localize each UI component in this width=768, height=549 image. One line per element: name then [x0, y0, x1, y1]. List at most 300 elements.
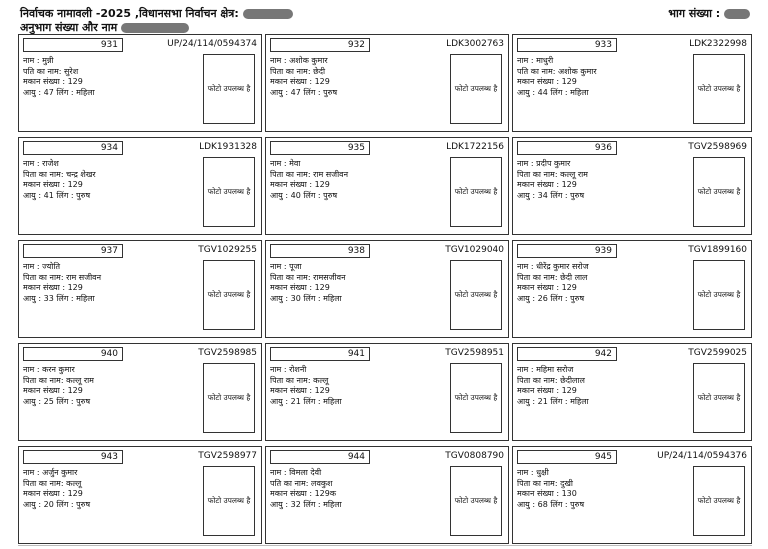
gender-label: लिंग : — [547, 396, 571, 406]
name-label: नाम : — [270, 262, 290, 271]
gender-label: लिंग : — [300, 190, 324, 200]
age-label: आयु : — [270, 396, 291, 406]
name-label: नाम : — [23, 159, 43, 168]
relation-label: पिता का नाम: — [270, 169, 314, 179]
voter-gender: पुरुष — [76, 190, 91, 200]
redacted-part-number — [724, 9, 750, 19]
photo-available-text: फोटो उपलब्ध है — [454, 496, 498, 505]
voter-gender: पुरुष — [323, 190, 338, 200]
section-title-text: अनुभाग संख्या और नाम — [20, 21, 121, 34]
voter-details — [23, 56, 95, 98]
gender-label: लिंग : — [53, 87, 77, 97]
relation-name: कल्लू — [313, 375, 329, 385]
voter-age: 47 — [290, 87, 301, 97]
relation-name: अशोक कुमार — [558, 66, 597, 76]
serial-number: 940 — [23, 347, 123, 361]
serial-number: 932 — [270, 38, 370, 52]
house-label: मकान संख्या : — [270, 386, 315, 395]
name-label: नाम : — [517, 159, 537, 168]
voter-age: 68 — [537, 499, 548, 509]
epic-number: LDK3002763 — [446, 39, 504, 49]
photo-placeholder — [203, 54, 255, 124]
house-row — [517, 180, 588, 191]
name-row — [270, 56, 337, 67]
gender-label: लिंग : — [53, 293, 77, 303]
voter-card — [18, 343, 262, 441]
house-row — [270, 77, 337, 88]
relation-row — [270, 273, 346, 284]
gender-label: लिंग : — [547, 190, 571, 200]
serial-number: 942 — [517, 347, 617, 361]
photo-placeholder — [203, 157, 255, 227]
relation-label: पिता का नाम: — [517, 169, 561, 179]
epic-number: TGV2598985 — [198, 348, 257, 358]
epic-number: TGV2598969 — [688, 142, 747, 152]
relation-name: छेदी — [313, 66, 326, 76]
gender-label: लिंग : — [547, 499, 571, 509]
relation-row — [23, 170, 96, 181]
photo-available-text: फोटो उपलब्ध है — [697, 84, 741, 93]
epic-number: TGV1029255 — [198, 245, 257, 255]
serial-number: 939 — [517, 244, 617, 258]
name-row — [270, 159, 348, 170]
redacted-section-name — [121, 23, 189, 33]
age-gender-row — [23, 88, 95, 99]
name-label: नाम : — [23, 468, 43, 477]
age-label: आयु : — [23, 87, 44, 97]
voter-card — [265, 240, 509, 338]
house-label: मकान संख्या : — [270, 77, 315, 86]
voter-details — [23, 468, 90, 510]
relation-label: पिता का नाम: — [23, 169, 67, 179]
age-label: आयु : — [517, 190, 538, 200]
age-gender-row — [23, 397, 94, 408]
house-row — [23, 489, 90, 500]
photo-available-text: फोटो उपलब्ध है — [207, 84, 251, 93]
house-row — [23, 283, 101, 294]
epic-number: TGV2599025 — [688, 348, 747, 358]
voter-name: धीरेंद्र कुमार सरोज — [536, 262, 589, 271]
name-row — [517, 365, 589, 376]
photo-placeholder — [693, 54, 745, 124]
voter-gender: महिला — [570, 396, 589, 406]
voter-age: 32 — [290, 499, 301, 509]
relation-name: राम सजीवन — [313, 169, 349, 179]
house-row — [270, 489, 342, 500]
voter-name: विमला देवी — [289, 468, 322, 477]
house-label: मकान संख्या : — [517, 180, 562, 189]
voter-name: मुन्नी — [42, 56, 54, 65]
house-number: 129 — [314, 283, 330, 292]
house-number: 129 — [67, 283, 83, 292]
photo-placeholder — [693, 466, 745, 536]
epic-number: TGV1029040 — [445, 245, 504, 255]
voter-age: 21 — [537, 396, 548, 406]
part-number-label: भाग संख्या : — [668, 7, 724, 20]
relation-row — [23, 376, 94, 387]
voter-details — [517, 468, 584, 510]
name-label: नाम : — [517, 468, 537, 477]
house-label: मकान संख्या : — [517, 386, 562, 395]
gender-label: लिंग : — [300, 499, 324, 509]
voter-details — [517, 365, 589, 407]
voter-gender: पुरुष — [323, 87, 338, 97]
serial-number: 931 — [23, 38, 123, 52]
epic-number: TGV2598977 — [198, 451, 257, 461]
age-gender-row — [270, 191, 348, 202]
relation-name: कल्लू — [66, 478, 82, 488]
age-gender-row — [517, 294, 589, 305]
voter-card — [512, 137, 752, 235]
roll-title-text: निर्वाचक नामावली -2025 ,विधानसभा निर्वाचन क्षेत्र: — [20, 7, 243, 20]
section-title — [20, 20, 189, 35]
house-row — [517, 386, 589, 397]
voter-gender: महिला — [570, 87, 589, 97]
voter-age: 20 — [43, 499, 54, 509]
house-row — [517, 489, 584, 500]
relation-row — [23, 67, 95, 78]
house-row — [270, 283, 346, 294]
epic-number: LDK1722156 — [446, 142, 504, 152]
relation-label: पिता का नाम: — [270, 272, 314, 282]
name-row — [270, 262, 346, 273]
age-gender-row — [270, 294, 346, 305]
relation-name: रामसजीवन — [313, 272, 346, 282]
house-label: मकान संख्या : — [23, 386, 68, 395]
gender-label: लिंग : — [53, 190, 77, 200]
house-row — [23, 77, 95, 88]
photo-placeholder — [450, 54, 502, 124]
house-number: 129 — [561, 283, 577, 292]
serial-number: 934 — [23, 141, 123, 155]
voter-details — [270, 468, 342, 510]
house-label: मकान संख्या : — [23, 180, 68, 189]
photo-placeholder — [450, 466, 502, 536]
gender-label: लिंग : — [300, 87, 324, 97]
photo-available-text: फोटो उपलब्ध है — [207, 393, 251, 402]
photo-placeholder — [693, 157, 745, 227]
voter-gender: पुरुष — [570, 499, 585, 509]
age-gender-row — [517, 88, 597, 99]
voter-details — [23, 262, 101, 304]
roll-title — [20, 6, 293, 21]
age-label: आयु : — [270, 293, 291, 303]
name-row — [23, 365, 94, 376]
age-label: आयु : — [23, 499, 44, 509]
relation-name: लवकुश — [311, 478, 333, 488]
age-gender-row — [270, 397, 342, 408]
epic-number: TGV1899160 — [688, 245, 747, 255]
age-label: आयु : — [270, 190, 291, 200]
house-label: मकान संख्या : — [23, 283, 68, 292]
age-label: आयु : — [517, 396, 538, 406]
voter-gender: पुरुष — [570, 293, 585, 303]
relation-row — [517, 479, 584, 490]
voter-card — [265, 137, 509, 235]
voter-card — [18, 446, 262, 544]
voter-age: 40 — [290, 190, 301, 200]
photo-available-text: फोटो उपलब्ध है — [697, 187, 741, 196]
relation-row — [270, 479, 342, 490]
voter-card — [265, 34, 509, 132]
voter-name: ज्योति — [42, 262, 60, 271]
voter-details — [23, 365, 94, 407]
photo-available-text: फोटो उपलब्ध है — [207, 496, 251, 505]
epic-number: TGV2598951 — [445, 348, 504, 358]
age-label: आयु : — [23, 293, 44, 303]
house-number: 129 — [67, 77, 83, 86]
name-row — [23, 262, 101, 273]
relation-row — [517, 67, 597, 78]
voter-age: 33 — [43, 293, 54, 303]
relation-row — [517, 170, 588, 181]
voter-name: रोशनी — [289, 365, 307, 374]
age-gender-row — [270, 88, 337, 99]
name-label: नाम : — [270, 365, 290, 374]
house-row — [517, 283, 589, 294]
house-label: मकान संख्या : — [517, 283, 562, 292]
house-number: 129 — [67, 489, 83, 498]
age-gender-row — [517, 500, 584, 511]
voter-age: 47 — [43, 87, 54, 97]
voter-age: 41 — [43, 190, 54, 200]
house-number: 129 — [314, 180, 330, 189]
relation-name: छेदीलाल — [560, 375, 585, 385]
relation-name: कल्लू राम — [560, 169, 588, 179]
voter-name: पूजा — [289, 262, 302, 271]
gender-label: लिंग : — [547, 293, 571, 303]
voter-gender: पुरुष — [76, 499, 91, 509]
photo-available-text: फोटो उपलब्ध है — [207, 290, 251, 299]
voter-card — [18, 34, 262, 132]
voter-details — [270, 159, 348, 201]
name-label: नाम : — [270, 468, 290, 477]
voter-name: राजेश — [42, 159, 59, 168]
voter-age: 26 — [537, 293, 548, 303]
house-number: 129क — [314, 489, 336, 498]
name-row — [517, 262, 589, 273]
age-gender-row — [23, 500, 90, 511]
gender-label: लिंग : — [547, 87, 571, 97]
photo-available-text: फोटो उपलब्ध है — [207, 187, 251, 196]
house-row — [270, 386, 342, 397]
gender-label: लिंग : — [300, 396, 324, 406]
age-label: आयु : — [517, 499, 538, 509]
relation-label: पिता का नाम: — [270, 375, 314, 385]
name-label: नाम : — [517, 56, 537, 65]
photo-placeholder — [693, 363, 745, 433]
voter-age: 30 — [290, 293, 301, 303]
photo-placeholder — [450, 157, 502, 227]
voter-details — [270, 262, 346, 304]
relation-name: चन्द्र शेखर — [66, 169, 96, 179]
photo-available-text: फोटो उपलब्ध है — [697, 496, 741, 505]
house-row — [270, 180, 348, 191]
name-row — [517, 56, 597, 67]
voter-card — [512, 446, 752, 544]
relation-label: पति का नाम: — [517, 66, 559, 76]
photo-available-text: फोटो उपलब्ध है — [697, 290, 741, 299]
house-label: मकान संख्या : — [270, 489, 315, 498]
voter-gender: महिला — [76, 87, 95, 97]
name-label: नाम : — [270, 56, 290, 65]
serial-number: 935 — [270, 141, 370, 155]
serial-number: 936 — [517, 141, 617, 155]
house-label: मकान संख्या : — [270, 180, 315, 189]
voter-name: धुक्षी — [536, 468, 549, 477]
house-number: 130 — [561, 489, 577, 498]
voter-name: अर्जुन कुमार — [42, 468, 78, 477]
voter-name: प्रदीप कुमार — [536, 159, 571, 168]
voter-card — [265, 343, 509, 441]
house-label: मकान संख्या : — [517, 77, 562, 86]
name-row — [270, 468, 342, 479]
age-label: आयु : — [517, 293, 538, 303]
voter-gender: महिला — [76, 293, 95, 303]
relation-name: सुरेश — [64, 66, 79, 76]
serial-number: 937 — [23, 244, 123, 258]
voter-gender: पुरुष — [570, 190, 585, 200]
name-label: नाम : — [517, 262, 537, 271]
voter-details — [270, 365, 342, 407]
house-label: मकान संख्या : — [517, 489, 562, 498]
name-label: नाम : — [517, 365, 537, 374]
photo-placeholder — [203, 260, 255, 330]
house-number: 129 — [561, 77, 577, 86]
epic-number: UP/24/114/0594374 — [167, 39, 257, 49]
photo-available-text: फोटो उपलब्ध है — [454, 290, 498, 299]
house-row — [517, 77, 597, 88]
house-row — [23, 180, 96, 191]
relation-label: पिता का नाम: — [23, 375, 67, 385]
name-row — [517, 159, 588, 170]
voter-card — [512, 240, 752, 338]
photo-available-text: फोटो उपलब्ध है — [697, 393, 741, 402]
relation-name: छेदी लाल — [560, 272, 588, 282]
voter-details — [517, 159, 588, 201]
voter-name: करन कुमार — [42, 365, 75, 374]
house-number: 129 — [561, 180, 577, 189]
relation-row — [270, 376, 342, 387]
relation-row — [23, 273, 101, 284]
photo-placeholder — [450, 363, 502, 433]
house-label: मकान संख्या : — [23, 489, 68, 498]
name-row — [270, 365, 342, 376]
name-row — [23, 159, 96, 170]
epic-number: UP/24/114/0594376 — [657, 451, 747, 461]
photo-placeholder — [203, 363, 255, 433]
relation-row — [270, 170, 348, 181]
voter-details — [517, 56, 597, 98]
name-label: नाम : — [23, 56, 43, 65]
house-row — [23, 386, 94, 397]
relation-row — [517, 273, 589, 284]
voter-age: 34 — [537, 190, 548, 200]
relation-row — [270, 67, 337, 78]
voter-name: माधुरी — [536, 56, 554, 65]
relation-label: पिता का नाम: — [517, 478, 561, 488]
gender-label: लिंग : — [53, 499, 77, 509]
voter-details — [517, 262, 589, 304]
relation-label: पिता का नाम: — [517, 272, 561, 282]
relation-label: पिता का नाम: — [517, 375, 561, 385]
age-gender-row — [23, 191, 96, 202]
age-label: आयु : — [517, 87, 538, 97]
serial-number: 944 — [270, 450, 370, 464]
voter-gender: महिला — [323, 499, 342, 509]
redacted-constituency — [243, 9, 293, 19]
voter-card — [512, 34, 752, 132]
serial-number: 943 — [23, 450, 123, 464]
gender-label: लिंग : — [53, 396, 77, 406]
photo-placeholder — [203, 466, 255, 536]
relation-row — [23, 479, 90, 490]
voter-details — [23, 159, 96, 201]
age-label: आयु : — [23, 190, 44, 200]
house-number: 129 — [67, 386, 83, 395]
voter-name: महिमा सरोज — [536, 365, 574, 374]
relation-name: दुखी — [560, 478, 573, 488]
age-gender-row — [270, 500, 342, 511]
relation-label: पति का नाम: — [23, 66, 65, 76]
epic-number: TGV0808790 — [445, 451, 504, 461]
photo-placeholder — [693, 260, 745, 330]
name-row — [517, 468, 584, 479]
voter-card — [18, 137, 262, 235]
age-label: आयु : — [23, 396, 44, 406]
house-label: मकान संख्या : — [23, 77, 68, 86]
voter-age: 44 — [537, 87, 548, 97]
gender-label: लिंग : — [300, 293, 324, 303]
age-label: आयु : — [270, 87, 291, 97]
age-gender-row — [23, 294, 101, 305]
house-number: 129 — [314, 386, 330, 395]
voter-grid — [18, 34, 752, 544]
photo-available-text: फोटो उपलब्ध है — [454, 393, 498, 402]
serial-number: 933 — [517, 38, 617, 52]
name-label: नाम : — [23, 262, 43, 271]
voter-gender: महिला — [323, 293, 342, 303]
name-label: नाम : — [23, 365, 43, 374]
age-label: आयु : — [270, 499, 291, 509]
voter-name: अशोक कुमार — [289, 56, 328, 65]
relation-label: पिता का नाम: — [270, 66, 314, 76]
voter-gender: पुरुष — [76, 396, 91, 406]
name-label: नाम : — [270, 159, 290, 168]
relation-label: पिता का नाम: — [23, 478, 67, 488]
voter-age: 21 — [290, 396, 301, 406]
serial-number: 941 — [270, 347, 370, 361]
voter-card — [265, 446, 509, 544]
page-bottom-rule — [18, 545, 752, 546]
part-number — [668, 6, 750, 21]
relation-label: पति का नाम: — [270, 478, 312, 488]
house-number: 129 — [561, 386, 577, 395]
house-number: 129 — [67, 180, 83, 189]
relation-row — [517, 376, 589, 387]
house-number: 129 — [314, 77, 330, 86]
age-gender-row — [517, 397, 589, 408]
photo-available-text: फोटो उपलब्ध है — [454, 187, 498, 196]
relation-label: पिता का नाम: — [23, 272, 67, 282]
voter-card — [512, 343, 752, 441]
relation-name: राम सजीवन — [66, 272, 102, 282]
age-gender-row — [517, 191, 588, 202]
photo-placeholder — [450, 260, 502, 330]
name-row — [23, 468, 90, 479]
voter-details — [270, 56, 337, 98]
epic-number: LDK1931328 — [199, 142, 257, 152]
